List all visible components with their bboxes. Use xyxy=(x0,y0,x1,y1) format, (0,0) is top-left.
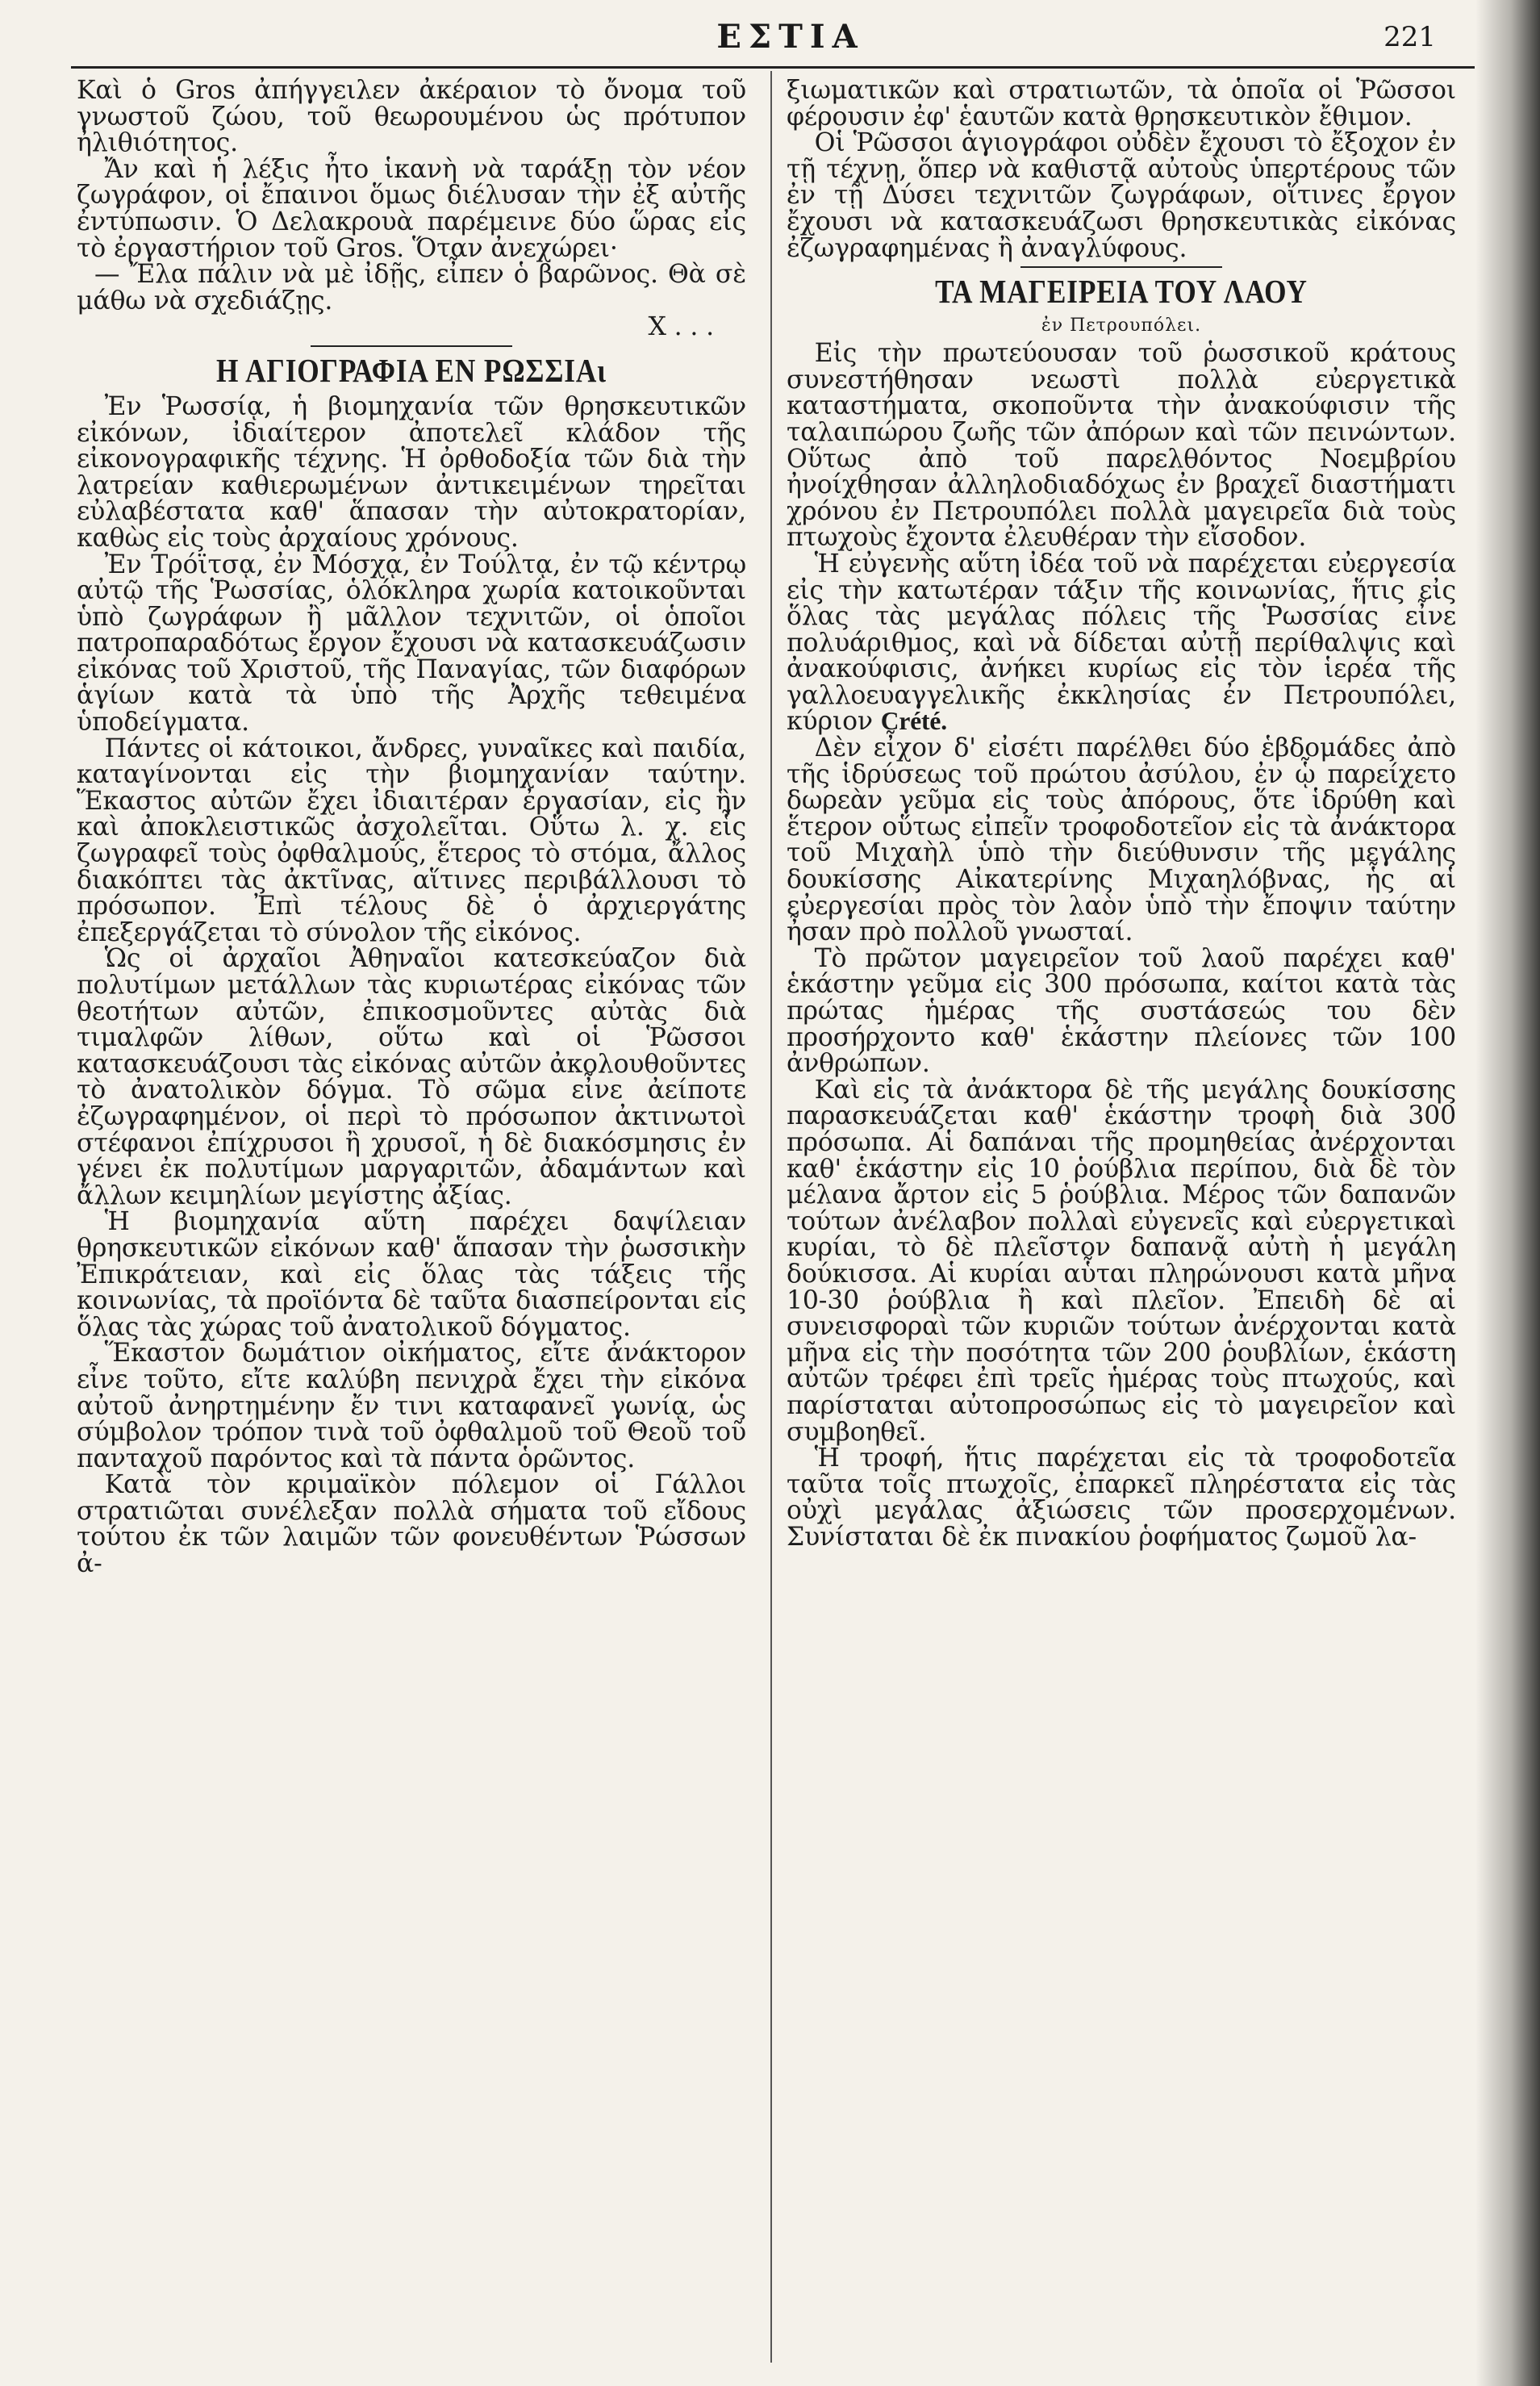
iconography-continued-paragraph: Οἱ Ῥῶσσοι ἁγιογράφοι οὐδὲν ἔχουσι τὸ ἔξοχον ἐν τῇ τέχνῃ, ὅπερ νὰ καθιστᾷ αὐτοὺς ὑπερτέρους τῶν ἐν τῇ Δύσει τεχνιτῶν ζωγράφων, οἵτινες ἔργον ἔχουσι νὰ κατασκευάζωσι θρησκευτικὰς εἰκόνας ἐζωγραφημένας ἢ ἀναγλύφους. xyxy=(787,128,1456,263)
kitchens-paragraph: Τὸ πρῶτον μαγειρεῖον τοῦ λαοῦ παρέχει καθ' ἑκάστην γεῦμα εἰς 300 πρόσωπα, καίτοι κατὰ τὰς πρώτας ἡμέρας τῆς συστάσεώς του δὲν προσήρχοντο καθ' ἑκάστην πλείονες τῶν 100 ἀνθρώπων. xyxy=(787,943,1456,1079)
article-title-iconography: Η ΑΓΙΟΓΡΑΦΙΑ ΕΝ ΡΩΣΣΙΑι xyxy=(216,351,607,389)
iconography-paragraph: Ὡς οἱ ἀρχαῖοι Ἀθηναῖοι κατεσκεύαζον διὰ πολυτίμων μετάλλων τὰς κυριωτέρας εἰκόνας τῶν θεοτήτων αὐτῶν, ἐπικοσμοῦντες αὐτὰς διὰ τιμαλφῶν λίθων, οὕτω καὶ οἱ Ῥῶσσοι κατασκευάζουσι τὰς εἰκόνας αὐτῶν ἀκολουθοῦντες τὸ ἀνατολικὸν δόγμα. Τὸ σῶμα εἶνε ἀείποτε ἐζωγραφημένον, οἱ περὶ τὸ πρόσωπον ἀκτινωτοὶ στέφανοι ἐπίχρυσοι ἢ χρυσοῖ, ἡ δὲ διακόσμησις ἐν γένει ἐκ πολυτίμων μαργαριτῶν, ἀδαμάντων καὶ ἄλλων κειμηλίων μεγίστης ἀξίας. xyxy=(77,944,746,1210)
kitchens-paragraph: Καὶ εἰς τὰ ἀνάκτορα δὲ τῆς μεγάλης δουκίσσης παρασκευάζεται καθ' ἑκάστην τροφὴ διὰ 300 πρόσωπα. Αἱ δαπάναι τῆς προμηθείας ἀνέρχονται καθ' ἑκάστην εἰς 10 ῥούβλια περίπου, διὰ δὲ τὸν μέλανα ἄρτον εἰς 5 ῥούβλια. Μέρος τῶν δαπανῶν τούτων ἀνέλαβον πολλαὶ εὐγενεῖς καὶ εὐεργετικαὶ κυρίαι, τὸ δὲ πλεῖστον δαπανᾷ αὐτὴ ἡ μεγάλη δούκισσα. Αἱ κυρίαι αὗται πληρώνουσι κατὰ μῆνα 10-30 ῥούβλια ἢ καὶ πλεῖον. Ἐπειδὴ δὲ αἱ συνεισφοραὶ τῶν κυριῶν τούτων ἀνέρχονται κατὰ μῆνα εἰς τὴν ποσότητα τῶν 200 ῥουβλίων, ἑκάστη αὐτῶν τρέφει ἐπὶ τρεῖς ἡμέρας τοὺς πτωχούς, καὶ παρίσταται αὐτοπροσώπως εἰς τὸ μαγειρεῖον καὶ συμβοηθεῖ. xyxy=(787,1075,1456,1447)
iconography-paragraph: Ἡ βιομηχανία αὕτη παρέχει δαψίλειαν θρησκευτικῶν εἰκόνων καθ' ἅπασαν τὴν ῥωσσικὴν Ἐπικράτειαν, καὶ εἰς ὅλας τὰς τάξεις τῆς κοινωνίας, τὰ προϊόντα δὲ ταῦτα διασπείρονται εἰς ὅλας τὰς χώρας τοῦ ἀνατολικοῦ δόγματος. xyxy=(77,1207,746,1342)
left-column xyxy=(77,77,746,1577)
iconography-paragraph: Πάντες οἱ κάτοικοι, ἄνδρες, γυναῖκες καὶ παιδία, καταγίνονται εἰς τὴν βιομηχανίαν ταύτην. Ἕκαστος αὐτῶν ἔχει ἰδιαιτέραν ἐργασίαν, εἰς ἣν καὶ ἀποκλειστικῶς ἀσχολεῖται. Οὕτω λ. χ. εἷς ζωγραφεῖ τοὺς ὀφθαλμούς, ἕτερος τὸ στόμα, ἄλλος διακόπτει τὰς ἀκτῖνας, αἵτινες περιβάλλουσι τὸ πρόσωπον. Ἐπὶ τέλους δὲ ὁ ἀρχιεργάτης ἐπεξεργάζεται τὸ σύνολον τῆς εἰκόνος. xyxy=(77,733,746,947)
iconography-paragraph: Κατὰ τὸν κριμαϊκὸν πόλεμον οἱ Γάλλοι στρατιῶται συνέλεξαν πολλὰ σήματα τοῦ εἴδους τούτου ἐκ τῶν λαιμῶν τῶν φονευθέντων Ῥώσσων ἀ- xyxy=(77,1470,746,1579)
kitchens-paragraph: Δὲν εἶχον δ' εἰσέτι παρέλθει δύο ἑβδομάδες ἀπὸ τῆς ἱδρύσεως τοῦ πρώτου ἀσύλου, ἐν ᾧ παρείχετο δωρεὰν γεῦμα εἰς τοὺς ἀπόρους, ὅτε ἱδρύθη καὶ ἕτερον οὕτως εἰπεῖν τροφοδοτεῖον εἰς τὰ ἀνάκτορα τοῦ Μιχαὴλ ὑπὸ τὴν διεύθυνσιν τῆς μεγάλης δουκίσσης Αἰκατερίνης Μιχαηλόβνας, ἧς αἱ εὐεργεσίαι πρὸς τὸν λαὸν ὑπὸ τὴν ἔποψιν ταύτην ἦσαν πρὸ πολλοῦ γνωσταί. xyxy=(787,733,1456,947)
section-rule xyxy=(311,345,512,347)
author-signature: X . . . xyxy=(648,312,714,342)
running-head xyxy=(0,18,1540,58)
kitchens-paragraph: Εἰς τὴν πρωτεύουσαν τοῦ ῥωσσικοῦ κράτους συνεστήθησαν νεωστὶ πολλὰ εὐεργετικὰ καταστήματα, σκοποῦντα τὴν ἀνακούφισιν τῆς ταλαιπώρου ζωῆς τῶν ἀπόρων καὶ τῶν πεινώντων. Οὕτως ἀπὸ τοῦ παρελθόντος Νοεμβρίου ἠνοίχθησαν ἀλληλοδιαδόχως ἐν βραχεῖ διαστήματι χρόνου ἐν Πετρουπόλει πολλὰ μαγειρεῖα διὰ τοὺς πτωχοὺς ἔχοντα ἐλευθέραν τὴν εἴσοδον. xyxy=(787,339,1456,553)
gros-paragraph-1: Καὶ ὁ Gros ἀπήγγειλεν ἀκέραιον τὸ ὄνομα τοῦ γνωστοῦ ζώου, τοῦ θεωρουμένου ὡς πρότυπον ἠλιθιότητος. xyxy=(77,76,746,158)
journal-name: ΕΣΤΙΑ xyxy=(716,18,865,56)
header-rule xyxy=(71,66,1475,69)
article-subtitle-kitchens: ἐν Πετρουπόλει. xyxy=(1041,315,1202,336)
gros-paragraph-2: Ἄν καὶ ἡ λέξις ἦτο ἱκανὴ νὰ ταράξῃ τὸν νέον ζωγράφον, οἱ ἔπαινοι ὅμως διέλυσαν τὴν ἐξ αὐτῆς ἐντύπωσιν. Ὁ Δελακρουὰ παρέμεινε δύο ὥρας εἰς τὸ ἐργαστήριον τοῦ Gros. Ὅταν ἀνεχώρει· xyxy=(77,154,746,263)
iconography-paragraph: Ἐν Ῥωσσίᾳ, ἡ βιομηχανία τῶν θρησκευτικῶν εἰκόνων, ἰδιαίτερον ἀποτελεῖ κλάδον τῆς εἰκονογραφικῆς τέχνης. Ἡ ὀρθοδοξία τῶν διὰ τὴν λατρείαν καθιερωμένων ἀντικειμένων τηρεῖται εὐλαβέστατα καθ' ἅπασαν τὴν αὐτοκρατορίαν, καθὼς εἰς τοὺς ἀρχαίους χρόνους. xyxy=(77,391,746,553)
column-divider xyxy=(770,71,772,2363)
gros-paragraph-3: — Ἔλα πάλιν νὰ μὲ ἰδῇς, εἶπεν ὁ βαρῶνος. Θὰ σὲ μάθω νὰ σχεδιάζῃς. xyxy=(77,260,746,315)
kitchens-paragraph-text: Ἡ εὐγενὴς αὕτη ἰδέα τοῦ νὰ παρέχεται εὐεργεσία εἰς τὴν κατωτέραν τάξιν τῆς κοινωνίας, ἥτις εἰς ὅλας τὰς μεγάλας πόλεις τῆς Ῥωσσίας εἶνε πολυάριθμος, καὶ νὰ δίδεται αὐτῇ περίθαλψις καὶ ἀνακούφισις, ἀνήκει κυρίως εἰς τὸν ἱερέα τῆς γαλλοευαγγελικῆς ἐκκλησίας ἐν Πετρουπόλει, κύριον xyxy=(787,549,1456,737)
article-title-kitchens: ΤΑ ΜΑΓΕΙΡΕΙΑ ΤΟΥ ΛΑΟΥ xyxy=(935,273,1308,311)
page-number: 221 xyxy=(1383,21,1436,53)
priest-name: Crété. xyxy=(880,707,947,736)
kitchens-paragraph: Ἡ τροφή, ἥτις παρέχεται εἰς τὰ τροφοδοτεῖα ταῦτα τοῖς πτωχοῖς, ἐπαρκεῖ πληρέστατα εἰς τὰς οὐχὶ μεγάλας ἀξιώσεις τῶν προσερχομένων. Συνίσταται δὲ ἐκ πινακίου ῥοφήματος ζωμοῦ λα- xyxy=(787,1444,1456,1552)
kitchens-paragraph xyxy=(787,551,1456,735)
iconography-continued-paragraph: ξιωματικῶν καὶ στρατιωτῶν, τὰ ὁποῖα οἱ Ῥῶσσοι φέρουσιν ἐφ' ἑαυτῶν κατὰ θρησκευτικὸν ἔθιμον. xyxy=(787,76,1456,132)
section-rule xyxy=(1020,266,1222,268)
right-column xyxy=(787,77,1456,1550)
iconography-paragraph: Ἕκαστον δωμάτιον οἰκήματος, εἴτε ἀνάκτορον εἶνε τοῦτο, εἴτε καλύβη πενιχρὰ ἔχει τὴν εἰκόνα αὐτοῦ ἀνηρτημένην ἔν τινι καταφανεῖ γωνίᾳ, ὡς σύμβολον τρόπον τινὰ τοῦ ὀφθαλμοῦ τοῦ Θεοῦ τοῦ πανταχοῦ παρόντος καὶ τὰ πάντα ὁρῶντος. xyxy=(77,1339,746,1473)
iconography-paragraph: Ἐν Τρόϊτσᾳ, ἐν Μόσχᾳ, ἐν Τούλτᾳ, ἐν τῷ κέντρῳ αὐτῷ τῆς Ῥωσσίας, ὁλόκληρα χωρία κατοικοῦνται ὑπὸ ζωγράφων ἢ μᾶλλον τεχνιτῶν, οἱ ὁποῖοι πατροπαραδότως ἔργον ἔχουσι νὰ κατασκευάζωσιν εἰκόνας τοῦ Χριστοῦ, τῆς Παναγίας, τῶν διαφόρων ἁγίων κατὰ τὰ ὑπὸ τῆς Ἀρχῆς τεθειμένα ὑποδείγματα. xyxy=(77,549,746,738)
